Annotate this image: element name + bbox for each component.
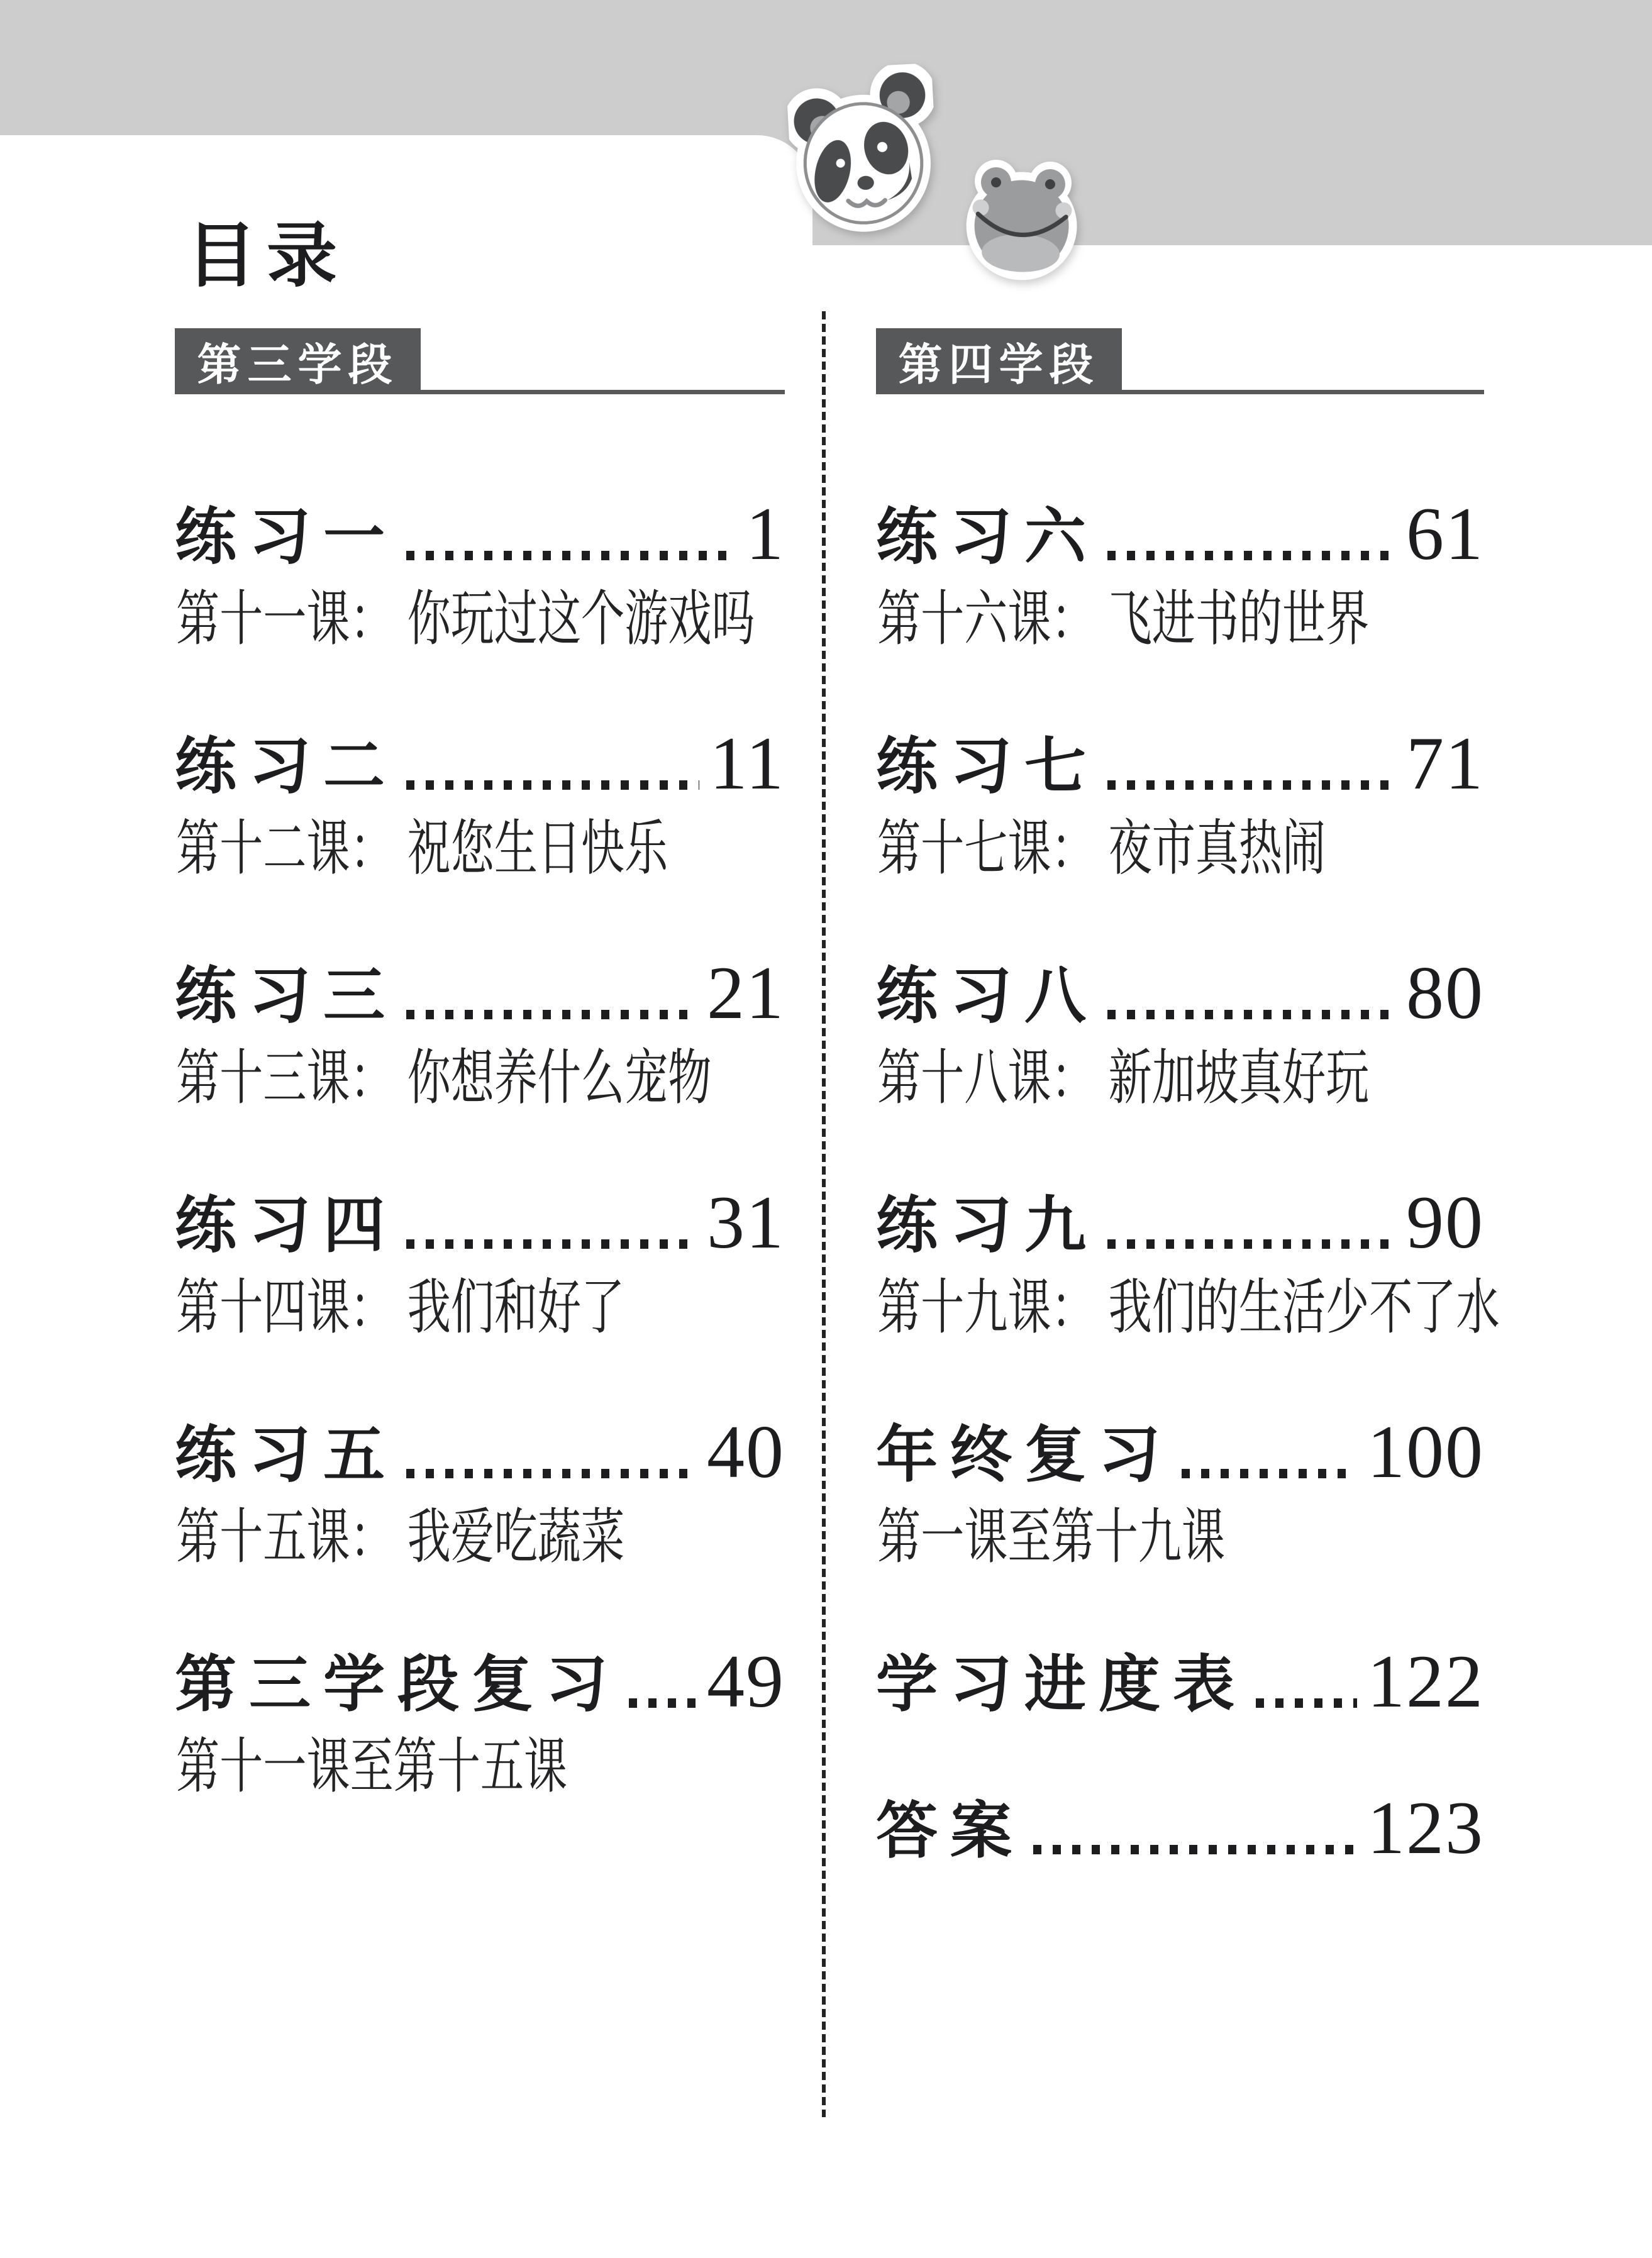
toc-entry-subtitle: 第十五课： 我爱吃蔬菜 [176, 1502, 625, 1572]
dot-leader [1107, 1010, 1396, 1019]
toc-entry-subtitle: 第一课至第十九课 [877, 1502, 1225, 1572]
dot-leader [406, 1469, 697, 1478]
toc-entry-subtitle: 第十六课： 飞进书的世界 [877, 584, 1370, 654]
toc-entry-main [175, 1180, 785, 1264]
toc-entry-main [876, 1639, 1484, 1723]
toc-entry [876, 1639, 1484, 1792]
toc-entry [876, 1409, 1484, 1646]
toc-entry-page-number: 31 [707, 1180, 785, 1264]
toc-entry-title: 练习四 [175, 1190, 398, 1260]
toc-entry [876, 721, 1484, 957]
section-header-rule [421, 390, 785, 394]
toc-entry [876, 1785, 1484, 1939]
toc-entry-main [175, 721, 785, 805]
toc-entry [175, 491, 785, 728]
toc-entry-title: 第三学段复习 [175, 1649, 621, 1719]
toc-entry [876, 950, 1484, 1187]
toc-entry [175, 1409, 785, 1646]
toc-entry-page-number: 90 [1406, 1180, 1484, 1264]
toc-entry-main [175, 1409, 785, 1493]
toc-entry [175, 1639, 785, 1875]
toc-entry-page-number: 21 [707, 950, 785, 1034]
toc-entry [876, 1180, 1500, 1416]
toc-entry-main [175, 1639, 785, 1723]
toc-entry-main [876, 1785, 1484, 1869]
toc-entry-subtitle: 第十一课： 你玩过这个游戏吗 [176, 584, 755, 654]
toc-entry [175, 1180, 785, 1416]
toc-entry-title: 练习三 [175, 961, 398, 1031]
frog-icon [960, 152, 1084, 285]
dot-leader [1182, 1469, 1357, 1478]
column-divider [822, 311, 826, 2117]
toc-entry-subtitle: 第十二课： 祝您生日快乐 [176, 813, 668, 883]
toc-entry-title: 练习二 [175, 731, 398, 801]
toc-entry-page-number: 123 [1367, 1785, 1484, 1869]
page-sheet-corner [0, 135, 812, 246]
toc-entry-main [876, 721, 1484, 805]
dot-leader [1107, 551, 1396, 560]
toc-entry-title: 练习五 [175, 1420, 398, 1490]
section-header-rule [1122, 390, 1484, 394]
section-header-row [175, 328, 785, 394]
dot-leader [629, 1698, 697, 1708]
dot-leader [1033, 1845, 1357, 1854]
toc-entry-subtitle: 第十四课： 我们和好了 [176, 1272, 625, 1342]
section-header-badge: 第三学段 [175, 328, 421, 394]
toc-entry-main [876, 1409, 1484, 1493]
toc-entry-main [876, 950, 1484, 1034]
dot-leader [1107, 1239, 1396, 1249]
toc-entry-main [876, 491, 1484, 575]
dot-leader [406, 1010, 697, 1019]
toc-entry-subtitle: 第十九课： 我们的生活少不了水 [877, 1272, 1500, 1342]
toc-entry-page-number: 61 [1406, 491, 1484, 575]
toc-entry-page-number: 49 [707, 1639, 785, 1723]
toc-entry-page-number: 71 [1406, 721, 1484, 805]
page-title: 目录 [186, 216, 347, 296]
toc-entry-subtitle: 第十三课： 你想养什么宠物 [176, 1043, 712, 1113]
dot-leader [1256, 1698, 1357, 1708]
toc-entry-page-number: 11 [709, 721, 785, 805]
toc-entry-title: 年终复习 [876, 1420, 1173, 1490]
dot-leader [406, 1239, 697, 1249]
toc-entry-title: 练习六 [876, 502, 1099, 572]
panda-icon [785, 63, 940, 239]
toc-entry [876, 491, 1484, 728]
dot-leader [406, 780, 699, 790]
toc-entry-page-number: 100 [1367, 1409, 1484, 1493]
toc-entry-title: 练习九 [876, 1190, 1099, 1260]
toc-entry-title: 学习进度表 [876, 1649, 1248, 1719]
section-column-left [175, 328, 785, 1875]
dot-leader [406, 551, 736, 560]
section-header-row [876, 328, 1484, 394]
toc-entry-subtitle: 第十七课： 夜市真热闹 [877, 813, 1326, 883]
toc-entry-page-number: 1 [746, 491, 785, 575]
section-column-right [876, 328, 1500, 1939]
toc-entry-page-number: 80 [1406, 950, 1484, 1034]
toc-entry-title: 练习八 [876, 961, 1099, 1031]
dot-leader [1107, 780, 1396, 790]
toc-entry-title: 练习七 [876, 731, 1099, 801]
toc-entry-page-number: 122 [1367, 1639, 1484, 1723]
toc-entry-page-number: 40 [707, 1409, 785, 1493]
toc-entry-title: 答案 [876, 1796, 1025, 1866]
toc-entry [175, 950, 785, 1187]
toc-entry-main [175, 491, 785, 575]
toc-entry-main [876, 1180, 1484, 1264]
toc-entry-title: 练习一 [175, 502, 398, 572]
toc-entry-subtitle: 第十八课： 新加坡真好玩 [877, 1043, 1370, 1113]
toc-entry [175, 721, 785, 957]
section-header-badge: 第四学段 [876, 328, 1122, 394]
toc-entry-subtitle: 第十一课至第十五课 [176, 1731, 568, 1801]
toc-entry-main [175, 950, 785, 1034]
